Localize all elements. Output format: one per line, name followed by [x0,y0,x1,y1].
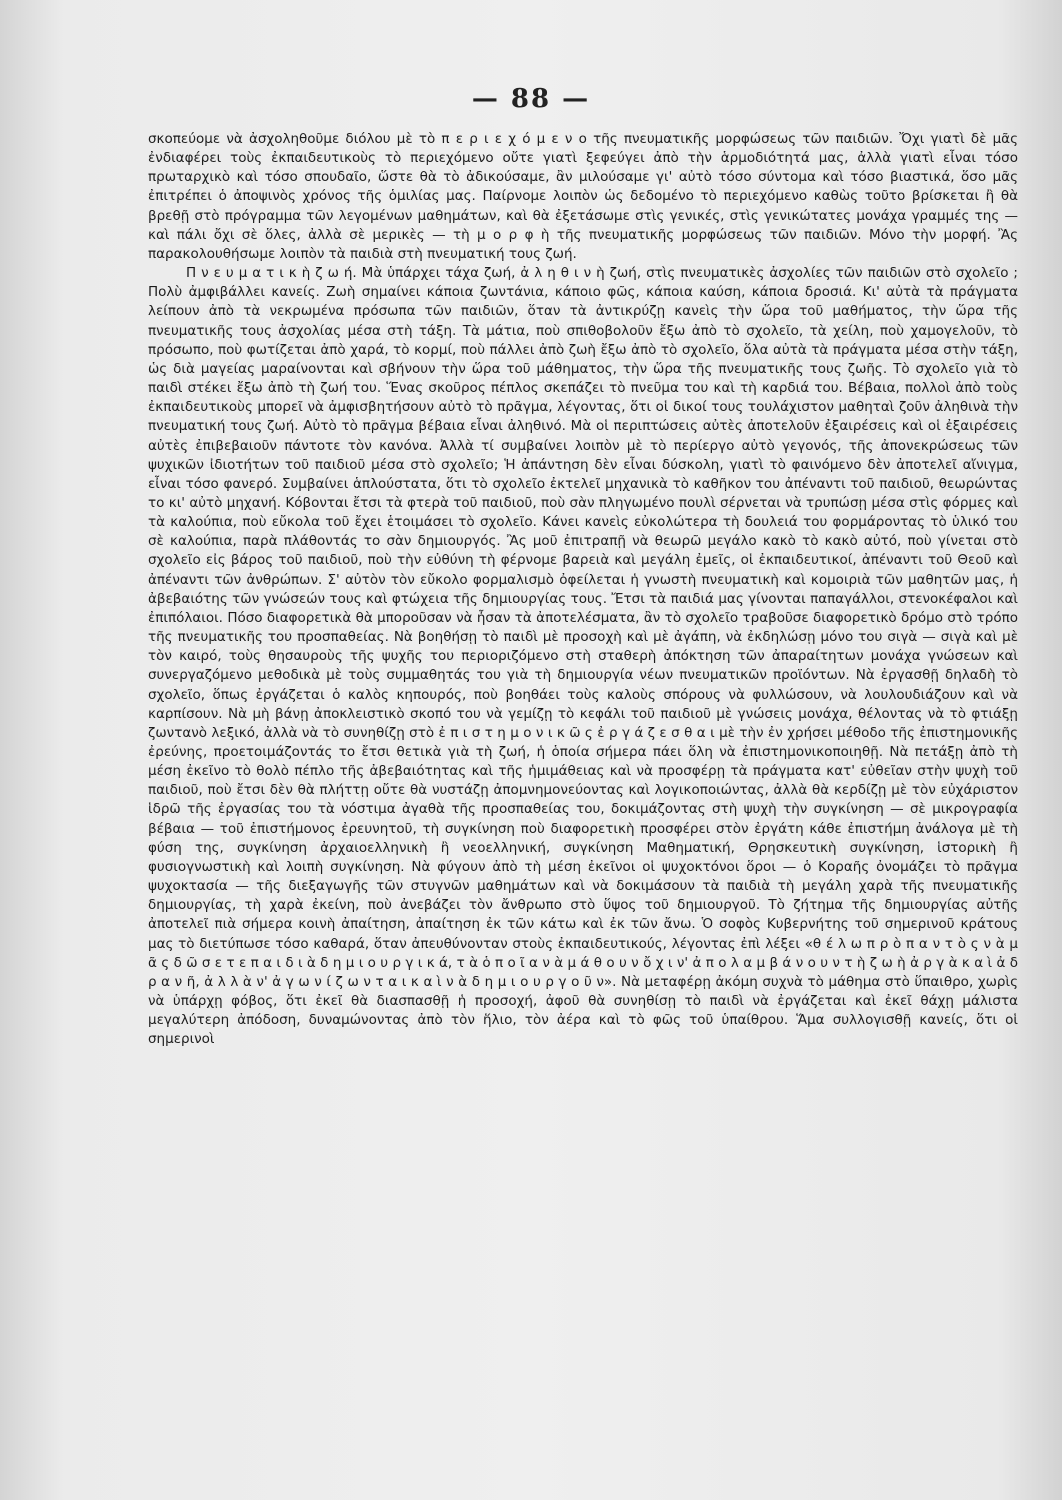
body-text [148,130,1018,1470]
paragraph: σκοπεύομε νὰ ἀσχοληθοῦμε διόλου μὲ τὸ π ε ρ ι ε χ ό μ ε ν ο τῆς πνευματικῆς μορφώσεως τῶν παιδιῶν. Ὄχι γιατὶ δὲ μᾶς ἐνδιαφέρει τοὺς ἐκπαιδευτικοὺς τὸ περιεχόμενο οὔτε γιατὶ ξεφεύγει ἀπὸ τὴν ἁρμοδιότητά μας, ἀλλὰ γιατὶ εἶναι τόσο πρωταρχικὸ καὶ τόσο σπουδαῖο, ὥστε θὰ τὸ ἀδικούσαμε, ἂν μιλούσαμε γι' αὐτὸ τόσο σύντομα καὶ τόσο βιαστικά, ὅσο μᾶς ἐπιτρέπει ὁ ἀποψινὸς χρόνος τῆς ὁμιλίας μας. Παίρνομε λοιπὸν ὡς δεδομένο τὸ περιεχόμενο καθὼς τοῦτο βρίσκεται ἢ θὰ βρεθῇ στὸ πρόγραμμα τῶν λεγομένων μαθημάτων, καὶ θὰ ἐξετάσωμε στὶς γενικές, στὶς γενικώτατες μονάχα γραμμές της — καὶ πάλι ὄχι σὲ ὅλες, ἀλλὰ σὲ μερικὲς — τὴ μ ο ρ φ ὴ τῆς πνευματικῆς μορφώσεως τῶν παιδιῶν. Μόνο τὴν μορφή. Ἂς παρακολουθήσωμε λοιπὸν τὰ παιδιὰ στὴ πνευματική τους ζωή. [148,131,1018,262]
page-number: — 88 — [471,84,591,114]
paragraph: Π ν ε υ μ α τ ι κ ὴ ζ ω ή. Μὰ ὑπάρχει τάχα ζωή, ἀ λ η θ ι ν ὴ ζωή, στὶς πνευματικὲς ἀσχολίες τῶν παιδιῶν στὸ σχολεῖο ; Πολὺ ἀμφιβάλλει κανείς. Ζωὴ σημαίνει κάποια ζωντάνια, κάποιο φῶς, κάποια καύση, κάποια δροσιά. Κι' αὐτὰ τὰ πράγματα λείπουν ἀπὸ τὰ νεκρωμένα πρόσωπα τῶν παιδιῶν, ὅταν τὰ ἀντικρύζῃ κανεὶς τὴν ὥρα τοῦ μαθήματος, τὴν ὥρα τῆς πνευματικῆς τους ἀσχολίας μέσα στὴ τάξη. Τὰ μάτια, ποὺ σπιθοβολοῦν ἔξω ἀπὸ τὸ σχολεῖο, τὰ χείλη, ποὺ χαμογελοῦν, τὸ πρόσωπο, ποὺ φωτίζεται ἀπὸ χαρά, τὸ κορμί, ποὺ πάλλει ἀπὸ ζωὴ ἔξω ἀπὸ τὸ σχολεῖο, ὅλα αὐτὰ τὰ πράγματα μέσα στὴν τάξη, ὡς διὰ μαγείας μαραίνονται καὶ σβήνουν τὴν ὥρα τοῦ μάθηματος, τὴν ὥρα τῆς πνευματικῆς τους ζωῆς. Τὸ σχολεῖο γιὰ τὸ παιδὶ στέκει ἔξω ἀπὸ τὴ ζωή του. Ἕνας σκοῦρος πέπλος σκεπάζει τὸ πνεῦμα του καὶ τὴ καρδιά του. Βέβαια, πολλοὶ ἀπὸ τοὺς ἐκπαιδευτικοὺς μπορεῖ νὰ ἀμφισβητήσουν αὐτὸ τὸ πρᾶγμα, λέγοντας, ὅτι οἱ δικοί τους τουλάχιστον μαθηταὶ ζοῦν ἀληθινὰ τὴν πνευματική τους ζωή. Αὐτὸ τὸ πρᾶγμα βέβαια εἶναι ἀληθινό. Μὰ οἱ περιπτώσεις αὐτὲς ἀποτελοῦν ἐξαιρέσεις καὶ οἱ ἐξαιρέσεις αὐτὲς ἐπιβεβαιοῦν πάντοτε τὸν κανόνα. Ἀλλὰ τί συμβαίνει λοιπὸν μὲ τὸ περίεργο αὐτὸ γεγονός, τῆς ἀπονεκρώσεως τῶν ψυχικῶν ἰδιοτήτων τοῦ παιδιοῦ μέσα στὸ σχολεῖο; Ἡ ἀπάντηση δὲν εἶναι δύσκολη, γιατὶ τὸ φαινόμενο δὲν ἀποτελεῖ αἴνιγμα, εἶναι τόσο φανερό. Συμβαίνει ἁπλούστατα, ὅτι τὸ σχολεῖο ἐκτελεῖ μηχανικὰ τὸ καθῆκον του ἀπέναντι τοῦ παιδιοῦ, θεωρώντας το κι' αὐτὸ μηχανή. Κόβονται ἔτσι τὰ φτερὰ τοῦ παιδιοῦ, ποὺ σὰν πληγωμένο πουλὶ σέρνεται νὰ τρυπώσῃ μέσα στὶς φόρμες καὶ τὰ καλούπια, ποὺ εὔκολα τοῦ ἔχει ἑτοιμάσει τὸ σχολεῖο. Κάνει κανεὶς εὐκολώτερα τὴ δουλειά του φορμάροντας τὸ ὑλικό του σὲ καλούπια, παρὰ πλάθοντάς το σὰν δημιουργός. Ἂς μοῦ ἐπιτραπῇ νὰ θεωρῶ μεγάλο κακὸ τὸ κακὸ αὐτό, ποὺ γίνεται στὸ σχολεῖο εἰς βάρος τοῦ παιδιοῦ, ποὺ τὴν εὐθύνη τὴ φέρνομε βαρειὰ καὶ μεγάλη ἐμεῖς, οἱ ἐκπαιδευτικοί, ἀπέναντι τοῦ Θεοῦ καὶ ἀπέναντι τῶν ἀνθρώπων. Σ' αὐτὸν τὸν εὔκολο φορμαλισμὸ ὀφείλεται ἡ γνωστὴ πνευματικὴ καὶ κομοιριὰ τῶν μαθητῶν μας, ἡ ἀβεβαιότης τῶν γνώσεών τους καὶ φτώχεια τῆς δημιουργίας τους. Ἔτσι τὰ παιδιά μας γίνονται παπαγάλλοι, στενοκέφαλοι καὶ ἐπιπόλαιοι. Πόσο διαφορετικὰ θὰ μποροῦσαν νὰ ἦσαν τὰ ἀποτελέσματα, ἂν τὸ σχολεῖο τραβοῦσε διαφορετικὸ δρόμο στὸ τρόπο τῆς πνευματικῆς του προσπαθείας. Νὰ βοηθήσῃ τὸ παιδὶ μὲ προσοχὴ καὶ μὲ ἀγάπη, νὰ ἐκδηλώσῃ μόνο του σιγὰ — σιγὰ καὶ μὲ τὸν καιρό, τοὺς θησαυροὺς τῆς ψυχῆς του περιοριζόμενο στὴ σταθερὴ ἀπόκτηση τῶν ἀπαραίτητων μονάχα γνώσεων καὶ συνεργαζόμενο μεθοδικὰ μὲ τοὺς συμμαθητάς του γιὰ τὴ δημιουργία νέων πνευματικῶν προϊόντων. Νὰ ἐργασθῇ δηλαδὴ τὸ σχολεῖο, ὅπως ἐργάζεται ὁ καλὸς κηπουρός, ποὺ βοηθάει τοὺς καλοὺς σπόρους νὰ φυλλώσουν, νὰ λουλουδιάζουν καὶ νὰ καρπίσουν. Νὰ μὴ βάνῃ ἀποκλειστικὸ σκοπό του νὰ γεμίζῃ τὸ κεφάλι τοῦ παιδιοῦ μὲ γνώσεις μονάχα, θέλοντας νὰ τὸ φτιάξῃ ζωντανὸ λεξικό, ἀλλὰ νὰ τὸ συνηθίζῃ στὸ ἐ π ι σ τ η μ ο ν ι κ ῶ ς ἐ ρ γ ά ζ ε σ θ α ι μὲ τὴν ἐν χρήσει μέθοδο τῆς ἐπιστημονικῆς ἐρεύνης, προετοιμάζοντάς το ἔτσι θετικὰ γιὰ τὴ ζωή, ἡ ὁποία σήμερα πάει ὅλη νὰ ἐπιστημονικοποιηθῇ. Νὰ πετάξῃ ἀπὸ τὴ μέση ἐκεῖνο τὸ θολὸ πέπλο τῆς ἀβεβαιότητας καὶ τῆς ἡμιμάθειας καὶ νὰ προσφέρῃ τὰ πράγματα κατ' εὐθεῖαν στὴν ψυχὴ τοῦ παιδιοῦ, ποὺ ἔτσι δὲν θὰ πλήττῃ οὔτε θὰ νυστάζῃ ἀπομνημονεύοντας καὶ λογικοποιώντας, ἀλλὰ θὰ κερδίζῃ μὲ τὸν εὐχάριστον ἱδρῶ τῆς ἐργασίας του τὰ νόστιμα ἀγαθὰ τῆς προσπαθείας του, δοκιμάζοντας στὴ ψυχὴ τὴν συγκίνηση — σὲ μικρογραφία βέβαια — τοῦ ἐπιστήμονος ἐρευνητοῦ, τὴ συγκίνηση ποὺ διαφορετικὴ προσφέρει στὸν ἐργάτη κάθε ἐπιστήμη ἀνάλογα μὲ τὴ φύση της, συγκίνηση ἀρχαιοελληνικὴ ἢ νεοελληνική, συγκίνηση Μαθηματική, Θρησκευτικὴ συγκίνηση, ἱστορικὴ ἢ φυσιογνωστικὴ καὶ λοιπὴ συγκίνηση. Νὰ φύγουν ἀπὸ τὴ μέση ἐκεῖνοι οἱ ψυχοκτόνοι ὅροι — ὁ Κοραῆς ὀνομάζει τὸ πρᾶγμα ψυχοκτασία — τῆς διεξαγωγῆς τῶν στυγνῶν μαθημάτων καὶ νὰ δοκιμάσουν τὰ παιδιὰ τὴ μεγάλη χαρὰ τῆς πνευματικῆς δημιουργίας, τὴ χαρὰ ἐκείνη, ποὺ ἀνεβάζει τὸν ἄνθρωπο στὸ ὕψος τοῦ δημιουργοῦ. Τὸ ζήτημα τῆς δημιουργίας αὐτῆς ἀποτελεῖ πιὰ σήμερα κοινὴ ἀπαίτηση, ἀπαίτηση ἐκ τῶν κάτω καὶ ἐκ τῶν ἄνω. Ὁ σοφὸς Κυβερνήτης τοῦ σημερινοῦ κράτους μας τὸ διετύπωσε τόσο καθαρά, ὅταν ἀπευθύνονταν στοὺς ἐκπαιδευτικούς, λέγοντας ἐπὶ λέξει «θ έ λ ω π ρ ὸ π α ν τ ὸ ς ν ὰ μ ᾶ ς δ ῶ σ ε τ ε π α ι δ ι ὰ δ η μ ι ο υ ρ γ ι κ ά, τ ὰ ὁ π ο ῖ α ν ὰ μ ά θ ο υ ν ὄ χ ι ν' ἀ π ο λ α μ β ά ν ο υ ν τ ὴ ζ ω ὴ ἀ ρ γ ὰ κ α ὶ ἀ δ ρ α ν ῆ, ἀ λ λ ὰ ν' ἀ γ ω ν ί ζ ω ν τ α ι κ α ὶ ν ὰ δ η μ ι ο υ ρ γ ο ῦ ν». Νὰ μεταφέρῃ ἀκόμη συχνὰ τὸ μάθημα στὸ ὕπαιθρο, χωρὶς νὰ ὑπάρχῃ φόβος, ὅτι ἐκεῖ θὰ διασπασθῇ ἡ προσοχή, ἀφοῦ θὰ συνηθίσῃ τὸ παιδὶ νὰ ἐργάζεται καὶ ἐκεῖ θάχῃ μάλιστα μεγαλύτερη ἀπόδοση, δυναμώνοντας ἀπὸ τὸν ἥλιο, τὸν ἀέρα καὶ τὸ φῶς τοῦ ὑπαίθρου. Ἅμα συλλογισθῇ κανείς, ὅτι οἱ σημερινοὶ [148,265,1018,1048]
